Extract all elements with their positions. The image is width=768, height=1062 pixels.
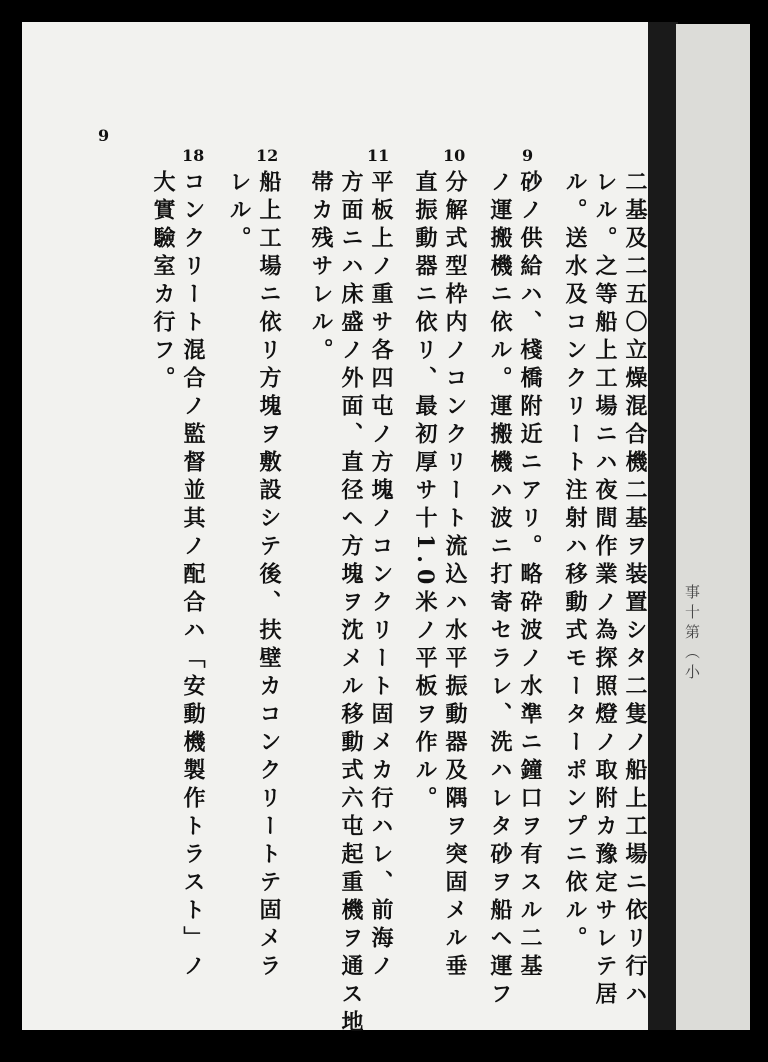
item-number: 9 bbox=[522, 146, 534, 165]
facing-page bbox=[676, 24, 750, 1030]
paragraph-line: レル。 bbox=[226, 170, 252, 254]
paragraph-line: ノ運搬機ニ依ル。運搬機ハ波ニ打寄セラレ、洗ハレタ砂ヲ船ヘ運フ bbox=[487, 170, 513, 1010]
paragraph-line: ル。送水及コンクリート注射ハ移動式モーターポンプニ依ル。 bbox=[562, 170, 588, 954]
paragraph-line: 二基及二五〇立燥混合機二基ヲ装置シタ二隻ノ船上工場ニ依リ行ハ bbox=[622, 170, 648, 1010]
paragraph-line: 船上工場ニ依リ方塊ヲ敷設シテ後、扶壁カコンクリートテ固メラ bbox=[256, 170, 282, 982]
paragraph-line: 平板上ノ重サ各四屯ノ方塊ノコンクリート固メカ行ハレ、前海ノ bbox=[368, 170, 394, 982]
facing-page-bleed-text: 事十第（小 bbox=[683, 584, 701, 684]
paragraph-line: 方面ニハ床盛ノ外面、直径ヘ方塊ヲ沈メル移動式六屯起重機ヲ通ス地 bbox=[338, 170, 364, 1038]
paragraph-line: 大實驗室カ行フ。 bbox=[150, 170, 176, 394]
paragraph-line: コンクリート混合ノ監督並其ノ配合ハ「安動機製作トラスト」ノ bbox=[180, 170, 206, 982]
item-number: 10 bbox=[443, 146, 466, 165]
paragraph-line: 分解式型枠内ノコンクリート流込ハ水平振動器及隅ヲ突固メル垂 bbox=[442, 170, 468, 982]
item-number: 18 bbox=[182, 146, 205, 165]
paragraph-line: 砂ノ供給ハ、棧橋附近ニアリ。略砕波ノ水準ニ鐘口ヲ有スル二基 bbox=[517, 170, 543, 982]
paragraph-line: 帯カ残サレル。 bbox=[308, 170, 334, 366]
paragraph-line: 直振動器ニ依リ、最初厚サ十1.0米ノ平板ヲ作ル。 bbox=[412, 170, 438, 815]
paragraph-line: レル。之等船上工場ニハ夜間作業ノ為探照燈ノ取附カ豫定サレテ居 bbox=[592, 170, 618, 1010]
page-number: 9 bbox=[98, 126, 110, 145]
book-spine bbox=[648, 22, 678, 1030]
item-number: 12 bbox=[256, 146, 279, 165]
item-number: 11 bbox=[367, 146, 390, 165]
